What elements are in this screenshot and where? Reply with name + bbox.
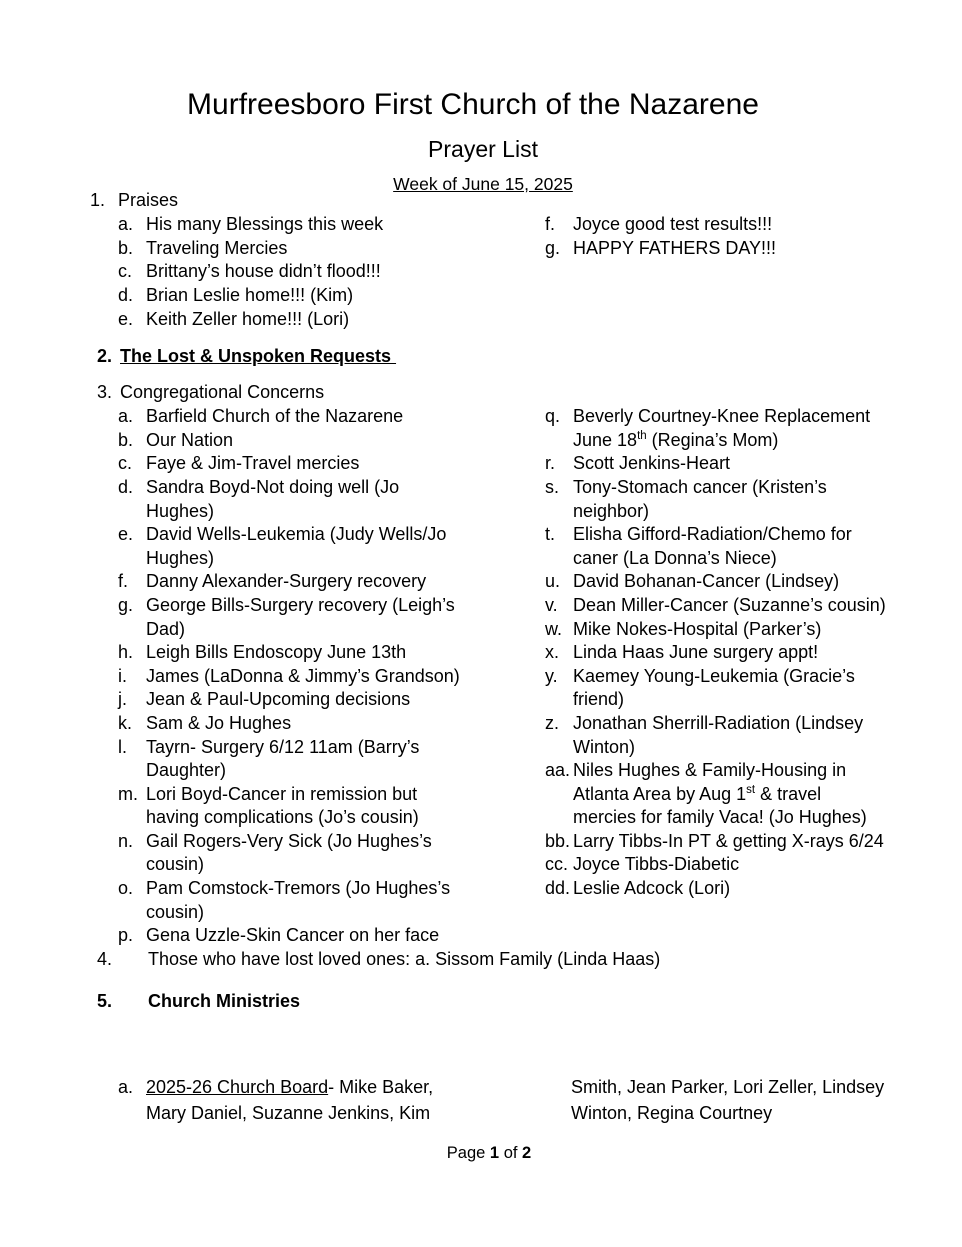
- list-item-letter: a.: [118, 214, 134, 235]
- list-item-letter: c.: [118, 453, 133, 474]
- list-item-letter: f.: [118, 571, 129, 592]
- list-item: [118, 688, 460, 712]
- list-item: [118, 452, 460, 476]
- list-item-text: mercies for family Vaca! (Jo Hughes): [573, 807, 867, 828]
- list-item-text: Mike Nokes-Hospital (Parker’s): [573, 618, 822, 639]
- list-item-letter: g.: [545, 237, 561, 258]
- list-item-text: His many Blessings this week: [146, 214, 384, 235]
- section-heading-concerns: Congregational Concerns: [120, 382, 325, 403]
- list-item-letter: k.: [118, 712, 133, 733]
- list-item: [118, 594, 460, 641]
- list-item-text: Mary Daniel, Suzanne Jenkins, Kim: [146, 1103, 431, 1123]
- list-item-letter: d.: [118, 284, 134, 305]
- list-item-text: Smith, Jean Parker, Lori Zeller, Lindsey: [571, 1077, 885, 1097]
- list-item-text: Larry Tibbs-In PT & getting X-rays 6/24: [573, 830, 884, 851]
- list-item: [545, 523, 886, 570]
- list-item-text: Leigh Bills Endoscopy June 13th: [146, 642, 407, 663]
- list-item-text: Gail Rogers-Very Sick (Jo Hughes’s: [146, 830, 432, 851]
- concerns-right-column: [545, 405, 886, 900]
- list-item-letter: o.: [118, 878, 134, 899]
- list-item-text: Elisha Gifford-Radiation/Chemo for: [573, 524, 852, 545]
- list-item: [545, 759, 886, 830]
- list-item-text-part: Atlanta Area by Aug 1: [573, 783, 747, 804]
- list-item: [118, 237, 383, 261]
- list-item: [545, 213, 776, 237]
- list-item-text: Niles Hughes & Family-Housing in: [573, 760, 847, 781]
- church-board-right-column: [571, 1074, 884, 1126]
- list-item-letter: l.: [118, 736, 127, 757]
- page-label: Page: [446, 1144, 486, 1162]
- list-item: [118, 641, 460, 665]
- list-item-text: Linda Haas June surgery appt!: [573, 642, 819, 663]
- list-item-text: Hughes): [146, 500, 215, 521]
- list-item-letter: v.: [545, 594, 558, 615]
- list-item-text: Winton): [573, 736, 636, 757]
- list-item: [545, 476, 886, 523]
- list-item-letter: b.: [118, 237, 134, 258]
- list-item-text: Leslie Adcock (Lori): [573, 878, 731, 899]
- list-item: [545, 830, 886, 854]
- list-item-text: [573, 429, 870, 453]
- section-heading-praises: Praises: [118, 190, 179, 211]
- list-item-letter: z.: [545, 712, 560, 733]
- list-item-text: James (LaDonna & Jimmy’s Grandson): [146, 665, 460, 686]
- list-item-letter: e.: [118, 308, 134, 329]
- list-item-text: Gena Uzzle-Skin Cancer on her face: [146, 925, 440, 946]
- page-of-label: of: [503, 1144, 518, 1162]
- list-item-text: having complications (Jo’s cousin): [146, 807, 419, 828]
- section-number-praises: 1.: [90, 190, 106, 211]
- list-item: [545, 877, 886, 901]
- list-item-letter: n.: [118, 830, 134, 851]
- list-item: [118, 213, 383, 237]
- list-item-letter: i.: [118, 665, 127, 686]
- list-item-letter: w.: [545, 618, 563, 639]
- list-item: [545, 570, 886, 594]
- list-item-letter: a.: [118, 1077, 134, 1097]
- list-item-letter: q.: [545, 406, 561, 427]
- list-item-text: Beverly Courtney-Knee Replacement: [573, 406, 871, 427]
- list-item: [118, 284, 383, 308]
- list-item: [545, 641, 886, 665]
- list-item-text: [573, 783, 867, 807]
- list-item-text: Dad): [146, 618, 186, 639]
- section-heading-lost: The Lost & Unspoken Requests: [120, 346, 397, 367]
- list-item: [118, 260, 383, 284]
- list-item: [118, 429, 460, 453]
- list-item-letter: b.: [118, 429, 134, 450]
- list-item-text: Joyce good test results!!!: [573, 214, 773, 235]
- list-item-letter: g.: [118, 594, 134, 615]
- list-item-letter: j.: [118, 689, 127, 710]
- list-item-letter: x.: [545, 642, 560, 663]
- list-item: [118, 783, 460, 830]
- list-item-text-part: (Regina’s Mom): [646, 429, 779, 450]
- section-number-concerns: 3.: [97, 382, 113, 403]
- list-item: [118, 405, 460, 429]
- list-item-text: friend): [573, 689, 625, 710]
- list-item: [545, 452, 886, 476]
- section-heading-ministries: Church Ministries: [148, 991, 301, 1012]
- list-item-text: cousin): [146, 901, 205, 922]
- section-text-loved-ones: Those who have lost loved ones: a. Sissom Family (Linda Haas): [148, 949, 661, 970]
- list-item: [118, 523, 460, 570]
- list-item-text: Brittany’s house didn’t flood!!!: [146, 261, 381, 282]
- list-item: [118, 736, 460, 783]
- list-item-text: Brian Leslie home!!! (Kim): [146, 284, 354, 305]
- list-item: [118, 1074, 433, 1126]
- section-number-loved-ones: 4.: [97, 949, 113, 970]
- list-item-text: David Wells-Leukemia (Judy Wells/Jo: [146, 524, 447, 545]
- list-item: [118, 830, 460, 877]
- list-item-letter: r.: [545, 453, 556, 474]
- list-item-text: Lori Boyd-Cancer in remission but: [146, 783, 418, 804]
- section-number-ministries: 5.: [97, 991, 113, 1012]
- list-item: [118, 877, 460, 924]
- list-item-text: Danny Alexander-Surgery recovery: [146, 571, 427, 592]
- list-item-letter: t.: [545, 524, 556, 545]
- list-item-letter: y.: [545, 665, 558, 686]
- week-label: Week of June 15, 2025: [393, 174, 573, 194]
- list-item-text: Jonathan Sherrill-Radiation (Lindsey: [573, 712, 864, 733]
- list-item-text: Scott Jenkins-Heart: [573, 453, 731, 474]
- total-pages-number: 2: [522, 1144, 532, 1162]
- document-title: Murfreesboro First Church of the Nazarene: [187, 88, 759, 121]
- list-item-text: Daughter): [146, 760, 227, 781]
- list-item-text: HAPPY FATHERS DAY!!!: [573, 237, 777, 258]
- list-item-letter: c.: [118, 261, 133, 282]
- list-item: [545, 853, 886, 877]
- list-item-letter: p.: [118, 925, 134, 946]
- section-number-lost: 2.: [97, 346, 113, 367]
- list-item: [118, 308, 383, 332]
- list-item-text: David Bohanan-Cancer (Lindsey): [573, 571, 840, 592]
- list-item: [118, 476, 460, 523]
- superscript: st: [746, 783, 756, 796]
- list-item-text: Faye & Jim-Travel mercies: [146, 453, 360, 474]
- list-item: [118, 665, 460, 689]
- page-footer: [60, 1142, 918, 1164]
- list-item-text: Traveling Mercies: [146, 237, 288, 258]
- list-item-letter: e.: [118, 524, 134, 545]
- list-item-text: Hughes): [146, 547, 215, 568]
- praises-left-column: [118, 213, 383, 331]
- list-item: [118, 712, 460, 736]
- praises-right-column: [545, 213, 776, 260]
- concerns-left-column: [118, 405, 460, 948]
- list-item: [545, 618, 886, 642]
- list-item-text: [146, 1074, 433, 1100]
- list-item-text: Keith Zeller home!!! (Lori): [146, 308, 350, 329]
- list-item-letter: u.: [545, 571, 561, 592]
- list-item-text: cousin): [146, 854, 205, 875]
- list-item-text: Jean & Paul-Upcoming decisions: [146, 689, 411, 710]
- document-subtitle: Prayer List: [428, 136, 538, 162]
- list-item-letter: f.: [545, 214, 556, 235]
- list-item-letter: a.: [118, 406, 134, 427]
- superscript: th: [637, 429, 647, 442]
- list-item-text: Tony-Stomach cancer (Kristen’s: [573, 476, 827, 497]
- list-item: [545, 665, 886, 712]
- list-item-letter: cc.: [545, 854, 569, 875]
- list-item-text-part: & travel: [755, 783, 822, 804]
- list-item-text: Barfield Church of the Nazarene: [146, 406, 404, 427]
- current-page-number: 1: [489, 1144, 500, 1162]
- list-item-text: Kaemey Young-Leukemia (Gracie’s: [573, 665, 855, 686]
- list-item-text-part: June 18: [573, 429, 638, 450]
- list-item: [545, 405, 886, 452]
- list-item-letter: m.: [118, 783, 138, 804]
- list-item-text: caner (La Donna’s Niece): [573, 547, 777, 568]
- list-item-letter: s.: [545, 476, 560, 497]
- list-item-text: Dean Miller-Cancer (Suzanne’s cousin): [573, 594, 886, 615]
- list-item: [118, 570, 460, 594]
- list-item: [118, 924, 460, 948]
- list-item-text: neighbor): [573, 500, 650, 521]
- church-board-label: 2025-26 Church Board: [146, 1077, 329, 1097]
- list-item-text: Joyce Tibbs-Diabetic: [573, 854, 740, 875]
- church-board-left-column: [118, 1074, 433, 1126]
- list-item: [545, 594, 886, 618]
- list-item-text: George Bills-Surgery recovery (Leigh’s: [146, 594, 455, 615]
- list-item-text: Tayrn- Surgery 6/12 11am (Barry’s: [146, 736, 420, 757]
- list-item-letter: h.: [118, 642, 134, 663]
- list-item: [545, 237, 776, 261]
- list-item-letter: dd.: [545, 878, 571, 899]
- list-item-text-part: - Mike Baker,: [328, 1077, 434, 1097]
- list-item-letter: d.: [118, 476, 134, 497]
- list-item-text: Pam Comstock-Tremors (Jo Hughes’s: [146, 878, 451, 899]
- list-item-text: Sam & Jo Hughes: [146, 712, 292, 733]
- list-item-text: Sandra Boyd-Not doing well (Jo: [146, 476, 400, 497]
- list-item-text: Winton, Regina Courtney: [571, 1103, 773, 1123]
- list-item-letter: bb.: [545, 830, 571, 851]
- list-item-text: Our Nation: [146, 429, 234, 450]
- list-item: [545, 712, 886, 759]
- list-item-letter: aa.: [545, 760, 571, 781]
